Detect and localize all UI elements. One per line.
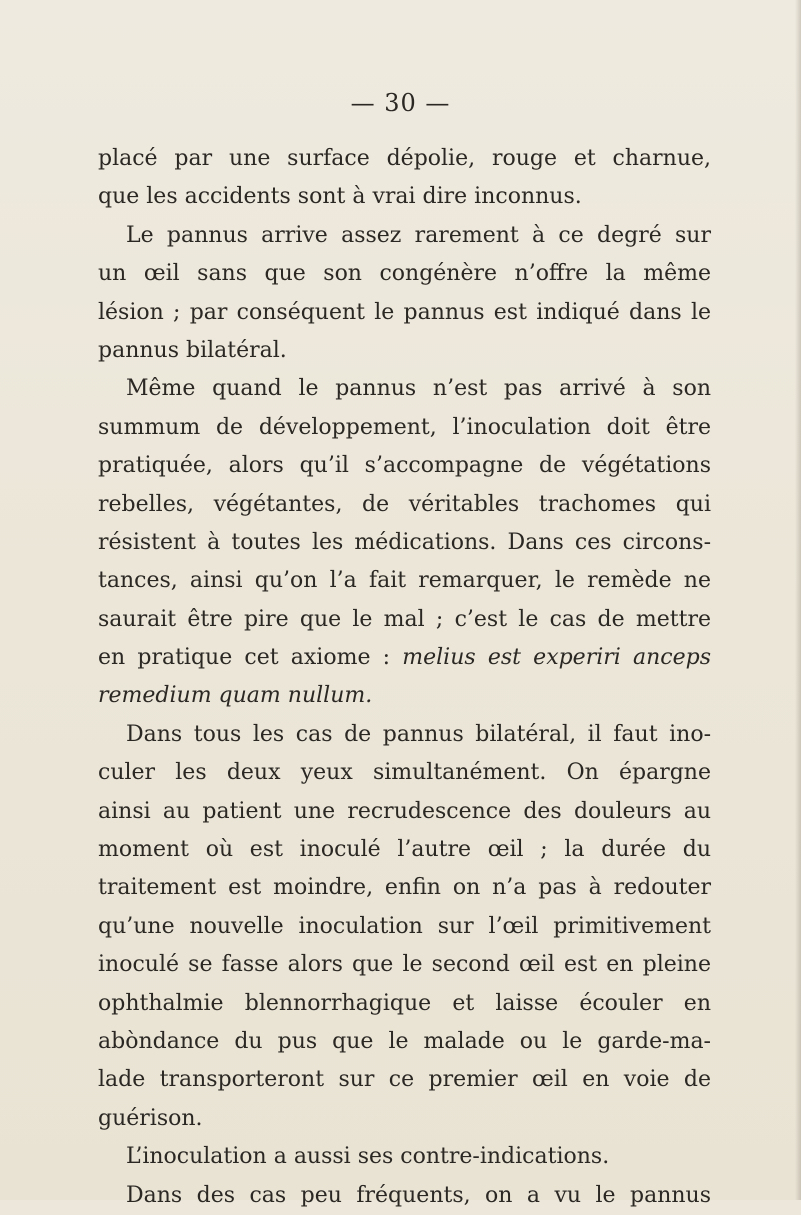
- text-line: ainsi au patient une recrudescence des douleurs au: [98, 798, 711, 824]
- text-line: résistent à toutes les médications. Dans ces circons-: [98, 529, 711, 555]
- text-line: L’inoculation a aussi ses contre-indications.: [126, 1144, 610, 1170]
- text-line: guérison.: [98, 1105, 203, 1131]
- page-edge-shadow: [795, 0, 801, 1200]
- text-line: un œil sans que son congénère n’offre la même: [98, 261, 711, 287]
- text-line: placé par une surface dépolie, rouge et charnue,: [98, 146, 711, 171]
- text-line: Même quand le pannus n’est pas arrivé à son: [126, 376, 711, 402]
- text-line: summum de développement, l’inoculation doit être: [98, 414, 711, 440]
- text-line: rebelles, végétantes, de véritables trachomes qui: [98, 491, 711, 517]
- text-line: traitement est moindre, enfin on n’a pas à redouter: [98, 875, 711, 901]
- text-line: lésion ; par conséquent le pannus est indiqué dans le: [98, 299, 711, 325]
- text-line: remedium quam nullum.: [98, 683, 373, 709]
- text-line: pratiquée, alors qu’il s’accompagne de végétations: [98, 453, 711, 479]
- latin-maxim: melius est experiri anceps: [402, 645, 711, 671]
- body-text: [98, 140, 711, 1215]
- text-line: saurait être pire que le mal ; c’est le cas de mettre: [98, 606, 711, 632]
- page-number: — 30 —: [350, 89, 451, 117]
- text-line: en pratique cet axiome : melius est experiri anceps: [98, 645, 711, 671]
- text-line: culer les deux yeux simultanément. On épargne: [98, 760, 711, 786]
- text-line: moment où est inoculé l’autre œil ; la durée du: [98, 837, 711, 863]
- text-line: qu’une nouvelle inoculation sur l’œil primitivement: [98, 913, 711, 939]
- text-line: pannus bilatéral.: [98, 337, 287, 363]
- text-line: Dans tous les cas de pannus bilatéral, il faut ino-: [126, 721, 711, 747]
- text-line: Dans des cas peu fréquents, on a vu le pannus: [126, 1182, 711, 1208]
- text-line: abòndance du pus que le malade ou le garde-ma-: [98, 1028, 711, 1054]
- text-line: que les accidents sont à vrai dire inconnus.: [98, 184, 582, 210]
- text-line: lade transporteront sur ce premier œil en voie de: [98, 1067, 711, 1093]
- text-line: Le pannus arrive assez rarement à ce degré sur: [126, 222, 711, 248]
- text-line: ophthalmie blennorrhagique et laisse écouler en: [98, 990, 711, 1016]
- text-line: inoculé se fasse alors que le second œil est en pleine: [98, 952, 711, 978]
- text-line: tances, ainsi qu’on l’a fait remarquer, le remède ne: [98, 568, 711, 594]
